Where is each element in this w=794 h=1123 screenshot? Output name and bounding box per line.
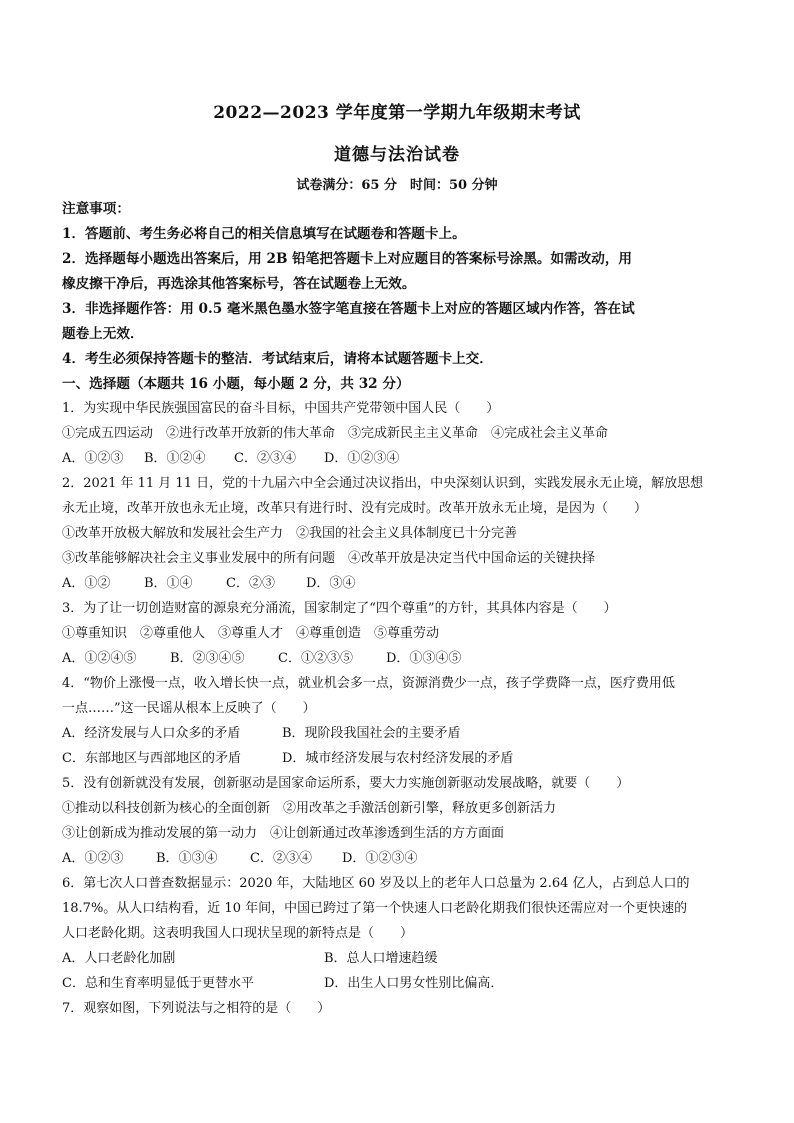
notes-heading: 注意事项：	[62, 201, 130, 217]
answer-choices	[62, 975, 742, 993]
choice-d: D．城市经济发展与农村经济发展的矛盾	[282, 751, 514, 766]
choice-c: C．②③④	[250, 851, 312, 866]
question-stem: 7．观察如图，下列说法与之相符的是（ ）	[62, 1001, 331, 1016]
answer-choices	[62, 575, 742, 593]
answer-choices	[62, 650, 742, 668]
question-items: ①尊重知识 ②尊重他人 ③尊重人才 ④尊重创造 ⑤尊重劳动	[62, 626, 440, 641]
answer-choices	[62, 750, 742, 768]
question-stem: 2．2021 年 11 月 11 日，党的十九届六中全会通过决议指出，中央深刻认识到，实践发展永无止境，解放思想	[62, 476, 704, 491]
choice-b: B．①③④	[156, 851, 218, 866]
choice-c: C．②③④	[234, 451, 296, 466]
choice-b: B．②③④⑤	[170, 651, 245, 666]
choice-d: D．①②③④	[342, 851, 418, 866]
choice-d: D．出生人口男女性别比偏高．	[324, 976, 504, 991]
question-items: ③改革能够解决社会主义事业发展中的所有问题 ④改革开放是决定当代中国命运的关键抉择	[62, 551, 596, 566]
note-line: 题卷上无效．	[62, 326, 144, 342]
answer-choices	[62, 950, 742, 968]
question-items: ①完成五四运动 ②进行改革开放新的伟大革命 ③完成新民主主义革命 ④完成社会主义革命	[62, 426, 609, 441]
question-stem: 人口老龄化期。这表明我国人口现状呈现的新特点是（ ）	[62, 926, 414, 941]
question-items: ③让创新成为推动发展的第一动力 ④让创新通过改革渗透到生活的方方面面	[62, 826, 505, 841]
choice-b: B．总人口增速趋缓	[324, 951, 438, 966]
choice-b: B．①②④	[144, 451, 206, 466]
choice-d: D．①②③④	[324, 451, 400, 466]
choice-d: D．③④	[306, 576, 356, 591]
question-stem: 一点……”这一民谣从根本上反映了（ ）	[62, 701, 316, 716]
question-stem: 5．没有创新就没有发展，创新驱动是国家命运所系，要大力实施创新驱动发展战略，就要（ ）	[62, 776, 630, 791]
choice-a: A．①②③	[62, 451, 124, 466]
note-line: 1．答题前、考生务必将自己的相关信息填写在试题卷和答题卡上。	[62, 226, 466, 242]
answer-choices	[62, 850, 742, 868]
choice-c: C．东部地区与西部地区的矛盾	[62, 751, 241, 766]
choice-c: C．总和生育率明显低于更替水平	[62, 976, 254, 991]
note-line: 橡皮擦干净后，再选涂其他答案标号，答在试题卷上无效。	[62, 276, 416, 292]
note-line: 3．非选择题作答：用 0.5 毫米黑色墨水签字笔直接在答题卡上对应的答题区域内作答，答在试	[62, 301, 635, 317]
question-items: ①改革开放极大解放和发展社会生产力 ②我国的社会主义具体制度已十分完善	[62, 526, 518, 541]
choice-a: A．经济发展与人口众多的矛盾	[62, 726, 241, 741]
choice-a: A．①②③	[62, 851, 124, 866]
choice-c: C．①②③⑤	[278, 651, 353, 666]
question-stem: 1．为实现中华民族强国富民的奋斗目标，中国共产党带领中国人民（ ）	[62, 401, 500, 416]
question-stem: 3．为了让一切创造财富的源泉充分涌流，国家制定了“四个尊重”的方针，其具体内容是（ ）	[62, 601, 617, 616]
question-stem: 4．“物价上涨慢一点，收入增长快一点，就业机会多一点，资源消费少一点，孩子学费降一点，医疗费用低	[62, 676, 675, 691]
note-line: 2．选择题每小题选出答案后，用 2B 铅笔把答题卡上对应题目的答案标号涂黑。如需改动，用	[62, 251, 633, 267]
answer-choices	[62, 725, 742, 743]
choice-d: D．①③④⑤	[386, 651, 462, 666]
note-line: 4．考生必须保持答题卡的整洁．考试结束后，请将本试题答题卡上交．	[62, 351, 493, 367]
question-stem: 6．第七次人口普查数据显示：2020 年，大陆地区 60 岁及以上的老年人口总量为 2.64 亿人，占到总人口的	[62, 876, 690, 891]
subject-title: 道德与法治试卷	[334, 145, 460, 165]
question-stem: 永无止境，改革开放也永无止境，改革只有进行时、没有完成时。改革开放永无止境，是因为（ ）	[62, 501, 648, 516]
question-stem: 18.7%。从人口结构看，近 10 年间，中国已跨过了第一个快速人口老龄化期我们很快还需应对一个更快速的	[62, 901, 688, 916]
choice-a: A．①②④⑤	[62, 651, 137, 666]
answer-choices	[62, 450, 742, 468]
choice-b: B．现阶段我国社会的主要矛盾	[282, 726, 461, 741]
exam-info: 试卷满分：65 分 时间：50 分钟	[296, 178, 498, 193]
question-items: ①推动以科技创新为核心的全面创新 ②用改革之手激活创新引擎，释放更多创新活力	[62, 801, 557, 816]
choice-a: A．人口老龄化加剧	[62, 951, 176, 966]
section-heading: 一、选择题（本题共 16 小题，每小题 2 分，共 32 分）	[62, 376, 410, 392]
choice-a: A．①②	[62, 576, 111, 591]
choice-c: C．②③	[226, 576, 275, 591]
exam-title: 2022—2023 学年度第一学期九年级期末考试	[213, 103, 581, 123]
choice-b: B．①④	[144, 576, 193, 591]
